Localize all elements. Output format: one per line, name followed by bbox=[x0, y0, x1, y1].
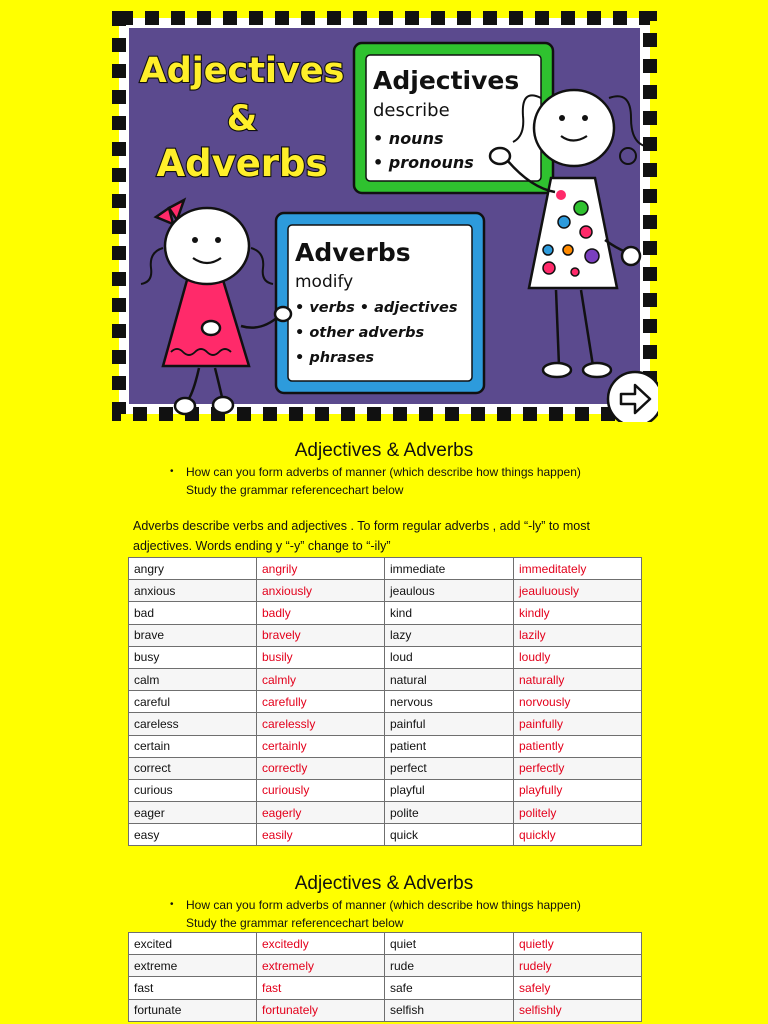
adverb-cell: patiently bbox=[514, 735, 642, 757]
lesson-poster bbox=[111, 10, 658, 422]
adjective-cell: rude bbox=[385, 955, 514, 977]
adjective-cell: patient bbox=[385, 735, 514, 757]
adverb-cell: playfully bbox=[514, 779, 642, 801]
section1-intro bbox=[133, 516, 633, 556]
table-row bbox=[129, 757, 642, 779]
adverb-cell: certainly bbox=[257, 735, 385, 757]
adjective-cell: selfish bbox=[385, 999, 514, 1021]
adjectives-item-pronouns: • pronouns bbox=[373, 153, 474, 172]
poster-title-line3: Adverbs bbox=[156, 142, 328, 185]
adjective-cell: busy bbox=[129, 646, 257, 668]
adverb-reference-table-1 bbox=[128, 557, 642, 846]
section1-bullet-line1: How can you form adverbs of manner (which describe how things happen) bbox=[186, 465, 581, 479]
adverb-cell: busily bbox=[257, 646, 385, 668]
table-row bbox=[129, 933, 642, 955]
adjectives-heading: Adjectives bbox=[373, 66, 520, 95]
adverbs-sub: modify bbox=[295, 272, 354, 292]
adverb-cell: perfectly bbox=[514, 757, 642, 779]
adjective-cell: calm bbox=[129, 668, 257, 690]
adjective-cell: kind bbox=[385, 602, 514, 624]
adverb-cell: calmly bbox=[257, 668, 385, 690]
adverb-cell: correctly bbox=[257, 757, 385, 779]
adverb-cell: carefully bbox=[257, 691, 385, 713]
table-row bbox=[129, 602, 642, 624]
adjective-cell: eager bbox=[129, 802, 257, 824]
table-row bbox=[129, 824, 642, 846]
adjective-cell: excited bbox=[129, 933, 257, 955]
adjective-cell: careless bbox=[129, 713, 257, 735]
table-row bbox=[129, 646, 642, 668]
adverb-cell: immeditately bbox=[514, 558, 642, 580]
adverb-cell: painfully bbox=[514, 713, 642, 735]
adjective-cell: certain bbox=[129, 735, 257, 757]
adjective-cell: fast bbox=[129, 977, 257, 999]
table-row bbox=[129, 558, 642, 580]
section1-title: Adjectives & Adverbs bbox=[294, 440, 474, 461]
adverb-cell: bravely bbox=[257, 624, 385, 646]
adverb-cell: excitedly bbox=[257, 933, 385, 955]
adverb-cell: lazily bbox=[514, 624, 642, 646]
adjective-cell: loud bbox=[385, 646, 514, 668]
adjectives-sub: describe bbox=[373, 100, 450, 121]
bullet-dot-icon: • bbox=[170, 466, 174, 477]
adverb-cell: anxiously bbox=[257, 580, 385, 602]
adjective-cell: immediate bbox=[385, 558, 514, 580]
adverb-cell: kindly bbox=[514, 602, 642, 624]
adjective-cell: angry bbox=[129, 558, 257, 580]
adjectives-item-nouns: • nouns bbox=[373, 129, 444, 148]
section2-bullet-line1: How can you form adverbs of manner (which describe how things happen) bbox=[186, 898, 581, 912]
bullet-dot-icon: • bbox=[170, 899, 174, 910]
adjective-cell: nervous bbox=[385, 691, 514, 713]
adjective-cell: playful bbox=[385, 779, 514, 801]
adjective-cell: anxious bbox=[129, 580, 257, 602]
adjective-cell: brave bbox=[129, 624, 257, 646]
section1-intro-line2: adjectives. Words ending y “-y” change to “-ily” bbox=[133, 539, 391, 553]
table-row bbox=[129, 691, 642, 713]
table-row bbox=[129, 779, 642, 801]
adjective-cell: quiet bbox=[385, 933, 514, 955]
adverbs-item-other-adverbs: • other adverbs bbox=[295, 325, 425, 341]
adverbs-item-phrases: • phrases bbox=[295, 350, 375, 366]
adverb-cell: extremely bbox=[257, 955, 385, 977]
adverb-cell: curiously bbox=[257, 779, 385, 801]
adverbs-board bbox=[276, 213, 484, 393]
table-row bbox=[129, 955, 642, 977]
poster-title-line1: Adjectives bbox=[139, 51, 345, 91]
adjective-cell: jeaulous bbox=[385, 580, 514, 602]
section1-intro-line1: Adverbs describe verbs and adjectives . To form regular adverbs , add “-ly” to most bbox=[133, 519, 590, 533]
adjective-cell: extreme bbox=[129, 955, 257, 977]
adverb-cell: fortunately bbox=[257, 999, 385, 1021]
adjective-cell: careful bbox=[129, 691, 257, 713]
adjective-cell: curious bbox=[129, 779, 257, 801]
table-row bbox=[129, 624, 642, 646]
table-row bbox=[129, 668, 642, 690]
section2-bullet-line2: Study the grammar referencechart below bbox=[186, 916, 404, 930]
section2-title: Adjectives & Adverbs bbox=[294, 873, 474, 894]
adverb-cell: politely bbox=[514, 802, 642, 824]
adjective-cell: easy bbox=[129, 824, 257, 846]
adjective-cell: natural bbox=[385, 668, 514, 690]
adjective-cell: perfect bbox=[385, 757, 514, 779]
table-row bbox=[129, 802, 642, 824]
adjective-cell: lazy bbox=[385, 624, 514, 646]
adverb-cell: naturally bbox=[514, 668, 642, 690]
adjective-cell: correct bbox=[129, 757, 257, 779]
adjective-cell: safe bbox=[385, 977, 514, 999]
adverb-cell: carelessly bbox=[257, 713, 385, 735]
adverb-reference-table-2 bbox=[128, 932, 642, 1022]
table-row bbox=[129, 735, 642, 757]
section1-bullet-line2: Study the grammar referencechart below bbox=[186, 483, 404, 497]
adverb-cell: norvously bbox=[514, 691, 642, 713]
adverb-cell: rudely bbox=[514, 955, 642, 977]
adjective-cell: bad bbox=[129, 602, 257, 624]
adjective-cell: quick bbox=[385, 824, 514, 846]
adjective-cell: fortunate bbox=[129, 999, 257, 1021]
adverb-cell: safely bbox=[514, 977, 642, 999]
adverb-cell: badly bbox=[257, 602, 385, 624]
adverb-cell: selfishly bbox=[514, 999, 642, 1021]
adverb-cell: eagerly bbox=[257, 802, 385, 824]
table-row bbox=[129, 977, 642, 999]
adverb-cell: quickly bbox=[514, 824, 642, 846]
adverb-cell: quietly bbox=[514, 933, 642, 955]
adverbs-item-verbs-adjectives: • verbs • adjectives bbox=[295, 300, 458, 316]
next-slide-button[interactable] bbox=[608, 372, 658, 422]
table-row bbox=[129, 999, 642, 1021]
adverb-cell: jeauluously bbox=[514, 580, 642, 602]
adverbs-heading: Adverbs bbox=[295, 238, 411, 267]
adverb-cell: fast bbox=[257, 977, 385, 999]
adjective-cell: polite bbox=[385, 802, 514, 824]
adverb-cell: easily bbox=[257, 824, 385, 846]
poster-title-ampersand: & bbox=[226, 99, 258, 139]
adverb-cell: angrily bbox=[257, 558, 385, 580]
adjective-cell: painful bbox=[385, 713, 514, 735]
adverb-cell: loudly bbox=[514, 646, 642, 668]
table-row bbox=[129, 713, 642, 735]
poster-illustration bbox=[111, 10, 658, 422]
table-row bbox=[129, 580, 642, 602]
